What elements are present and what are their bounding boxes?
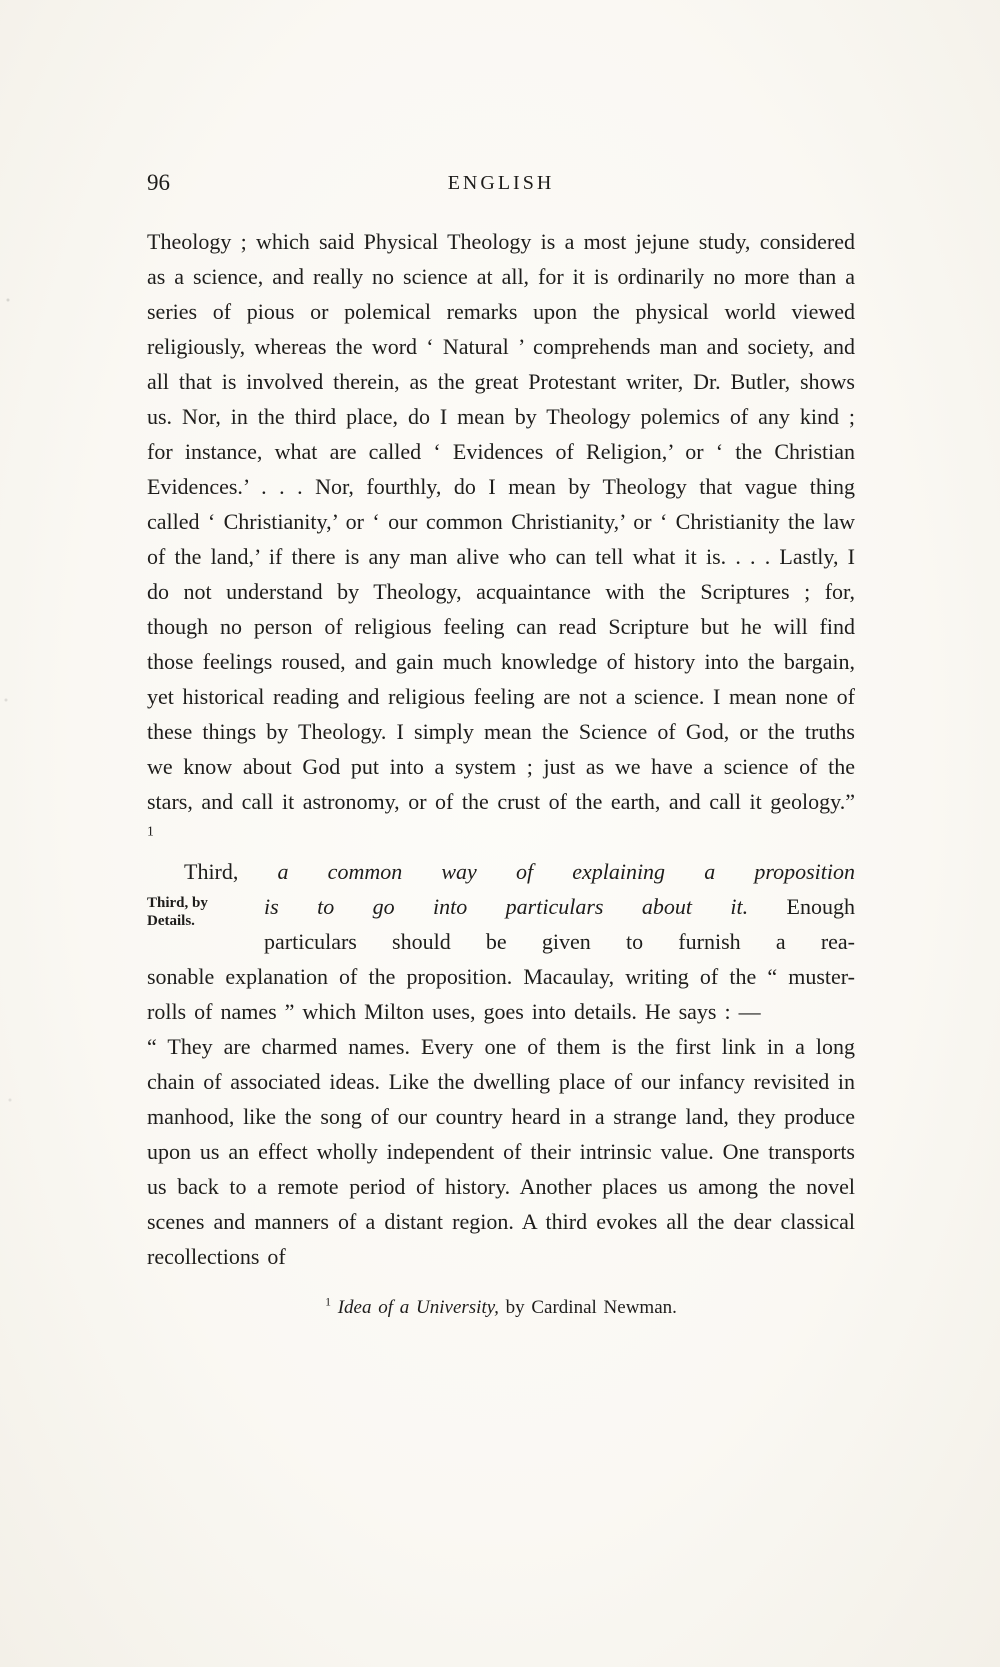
footnote-marker: 1 bbox=[325, 1295, 331, 1309]
footnote-tail: by Cardinal Newman. bbox=[498, 1297, 677, 1318]
third-line-1-italic: a common way of explaining a proposition bbox=[277, 859, 855, 884]
third-line-3: particulars should be given to furnish a rea- bbox=[264, 929, 855, 954]
footnote-title: Idea of a University, bbox=[337, 1297, 499, 1318]
third-line-2-tail: Enough bbox=[748, 894, 855, 919]
paragraph-theology bbox=[147, 224, 855, 854]
running-header bbox=[147, 170, 855, 200]
page-number: 96 bbox=[147, 170, 170, 195]
footnote bbox=[147, 1296, 855, 1320]
paragraph-theology-text: Theology ; which said Physical Theology is a most jejune study, considered as a science, and really no science at all, for it is ordinarily no more than a series of pious or polemical remarks upon the physical world viewed religiously, whereas the word ‘ Natural ’ comprehends man and society, and all that is involved therein, as the great Protestant writer, Dr. Butler, shows us. Nor, in the third place, do I mean by Theology polemics of any kind ; for instance, what are called ‘ Evidences of Religion,’ or ‘ the Christian Evidences.’ . . . Nor, fourthly, do I mean by Theology that vague thing called ‘ Christianity,’ or ‘ our common Christianity,’ or ‘ Christianity the law of the land,’ if there is any man alive who can tell what it is. . . . Lastly, I do not understand by Theology, acquaintance with the Scriptures ; for, though no person of religious feeling can read Scripture but he will find those feelings roused, and gain much knowledge of history into the bargain, yet historical reading and religious feeling are not a science. I mean none of these things by Theology. I simply mean the Science of God, or the truths we know about God put into a system ; just as we have a science of the stars, and call it astronomy, or of the crust of the earth, and call it geology.” bbox=[147, 229, 855, 814]
page-content bbox=[147, 170, 855, 1339]
running-title: ENGLISH bbox=[447, 172, 555, 194]
margin-note-line1: Third, by bbox=[147, 895, 208, 911]
third-rest: sonable explanation of the proposition. Macaulay, writing of the “ muster-rolls of names ” which Milton uses, goes into details. He says : — bbox=[147, 964, 855, 1024]
paragraph-macaulay-quote: “ They are charmed names. Every one of them is the first link in a long chain of associated ideas. Like the dwelling place of our infancy revisited in manhood, like the song of our country heard in a strange land, they produce upon us an effect wholly independent of their intrinsic value. One transports us back to a remote period of history. Another places us among the novel scenes and manners of a distant region. A third evokes all the dear classical recollections of bbox=[147, 1034, 855, 1269]
paragraph-third-details bbox=[147, 854, 855, 1029]
third-line-1-lead: Third, bbox=[184, 859, 278, 884]
footnote-reference: 1 bbox=[147, 823, 154, 839]
margin-note-line2: Details. bbox=[147, 913, 195, 929]
third-line-1 bbox=[147, 854, 855, 889]
margin-note bbox=[147, 894, 259, 930]
third-line-2-italic: is to go into particulars about it. bbox=[264, 894, 749, 919]
